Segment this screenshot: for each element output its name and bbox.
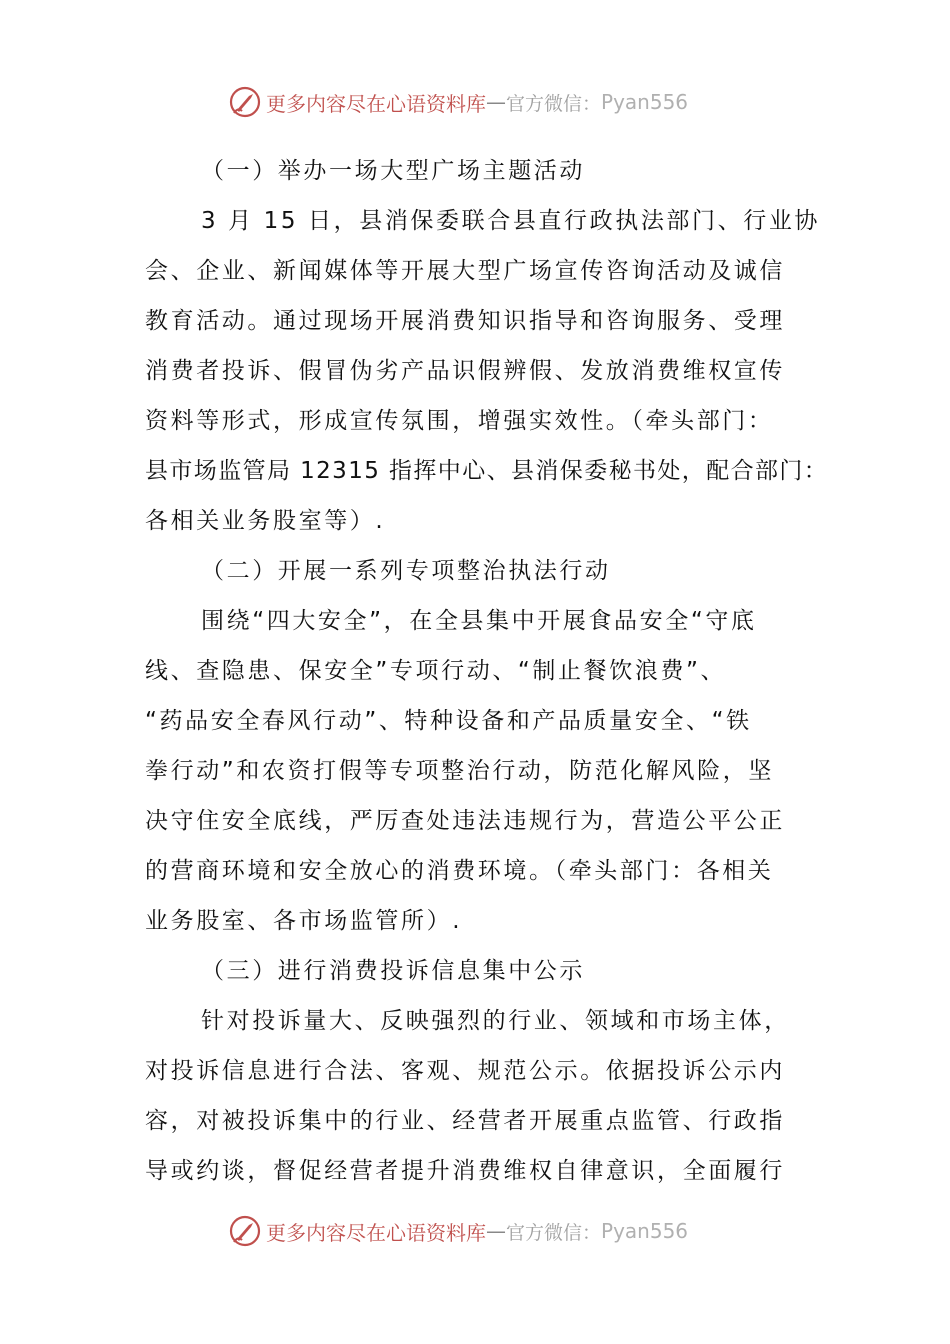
banner-wechat-id: Pyan556 — [601, 1219, 689, 1243]
paragraph-line: 拳行动”和农资打假等专项整治行动，防范化解风险，坚 — [145, 758, 774, 784]
banner-separator: — — [486, 90, 506, 114]
document-body — [145, 146, 829, 1196]
paragraph-line: 教育活动。通过现场开展消费知识指导和咨询服务、受理 — [145, 308, 785, 334]
paragraph-line: “药品安全春风行动”、特种设备和产品质量安全、“铁 — [145, 708, 752, 734]
paragraph-line: 业务股室、各市场监管所）. — [145, 908, 463, 934]
paragraph-line: 的营商环境和安全放心的消费环境。（牵头部门：各相关 — [145, 858, 774, 884]
section-heading-3: （三）进行消费投诉信息集中公示 — [201, 958, 585, 984]
paragraph-line: 对投诉信息进行合法、客观、规范公示。依据投诉公示内 — [145, 1058, 785, 1084]
banner-separator: — — [486, 1219, 506, 1243]
section-heading-1: （一）举办一场大型广场主题活动 — [201, 158, 585, 184]
paragraph-line: 决守住安全底线，严厉查处违法违规行为，营造公平公正 — [145, 808, 785, 834]
paragraph-line: 县市场监管局 12315 指挥中心、县消保委秘书处，配合部门： — [145, 458, 829, 484]
paragraph-line: 3 月 15 日，县消保委联合县直行政执法部门、行业协 — [201, 208, 821, 234]
paragraph-line: 导或约谈，督促经营者提升消费维权自律意识，全面履行 — [145, 1158, 785, 1184]
banner-wechat-label: 官方微信： — [506, 92, 602, 115]
paragraph-line: 各相关业务股室等）. — [145, 508, 386, 534]
banner-brand-text: 更多内容尽在心语资料库 — [266, 1220, 486, 1245]
banner-brand-text: 更多内容尽在心语资料库 — [266, 91, 486, 116]
pen-nib-logo-icon — [228, 1214, 262, 1248]
paragraph-line: 线、查隐患、保安全”专项行动、“制止餐饮浪费”、 — [145, 658, 727, 684]
header-banner — [228, 82, 788, 122]
banner-wechat-label: 官方微信： — [506, 1221, 602, 1244]
paragraph-line: 针对投诉量大、反映强烈的行业、领域和市场主体， — [201, 1008, 790, 1034]
footer-banner — [228, 1211, 788, 1251]
paragraph-line: 资料等形式，形成宣传氛围，增强实效性。（牵头部门： — [145, 408, 774, 434]
section-heading-2: （二）开展一系列专项整治执法行动 — [201, 558, 611, 584]
paragraph-line: 容，对被投诉集中的行业、经营者开展重点监管、行政指 — [145, 1108, 785, 1134]
pen-nib-logo-icon — [228, 85, 262, 119]
paragraph-line: 围绕“四大安全”，在全县集中开展食品安全“守底 — [201, 608, 757, 634]
banner-wechat-id: Pyan556 — [601, 90, 689, 114]
paragraph-line: 消费者投诉、假冒伪劣产品识假辨假、发放消费维权宣传 — [145, 358, 785, 384]
paragraph-line: 会、企业、新闻媒体等开展大型广场宣传咨询活动及诚信 — [145, 258, 785, 284]
